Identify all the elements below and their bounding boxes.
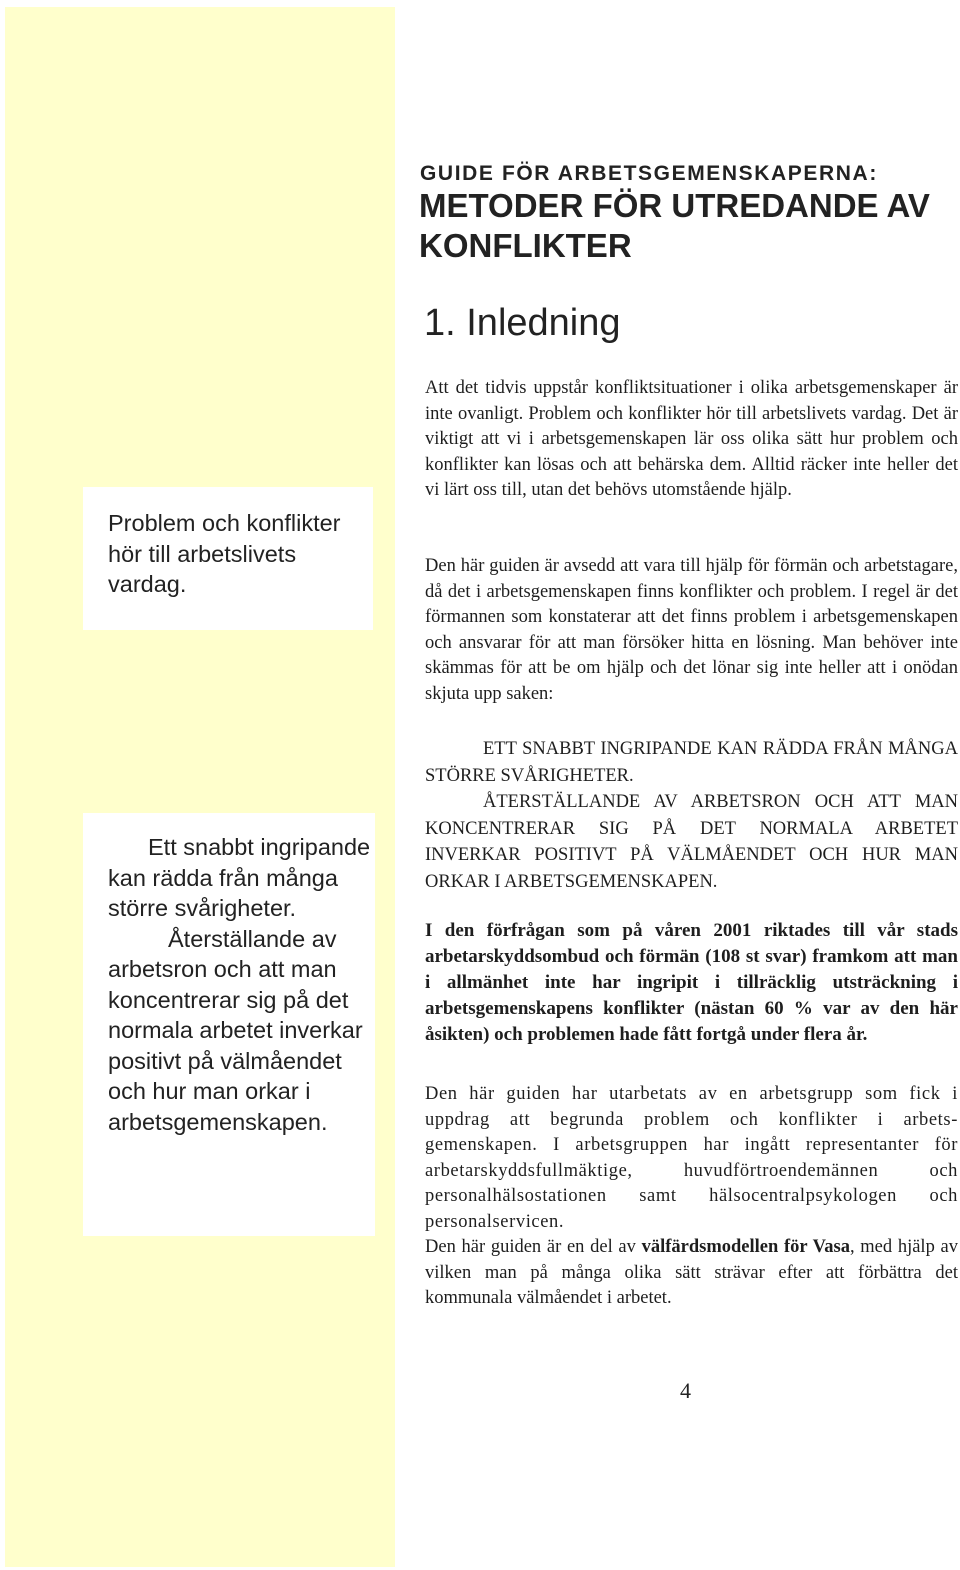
sidebar-band xyxy=(5,7,395,1567)
paragraph-working-group: Den här guiden har utarbetats av en arbetsgrupp som fick i uppdrag att begrunda problem och konflikter i arbets-gemenskapen. I arbetsgruppen har ingått representanter för arbetarskyddsfullmäktige, huvudförtroendemännen och personalhälsostationen samt hälsocentralpsykologen och personalservicen. xyxy=(425,1084,958,1232)
uppercase-statement-1: ETT SNABBT INGRIPANDE KAN RÄDDA FRÅN MÅNGA STÖRRE SVÅRIGHETER. xyxy=(425,739,958,786)
paragraph-intro: Att det tidvis uppstår konfliktsituationer i olika arbetsgemenskaper är inte ovanligt. Problem och konflikter hör till arbetslivets vardag. Det är viktigt att vi i arbetsgemenskapen lär oss olika sätt hur problem och konflikter kan lösas och att behärska dem. Alltid räcker inte heller det vi lärt oss till, utan det behövs utomstående hjälp. xyxy=(425,378,958,500)
survey-findings-paragraph: I den förfrågan som på våren 2001 riktades till vår stads arbetarskyddsombud och förmän (108 st svar) framkom att man i allmänhet inte har ingripit i tillräcklig utsträckning i arbetsgemenskapens konflikter (nästan 60 % var av den här åsikten) och problemen hade fått fortgå under flera år. xyxy=(425,920,958,1045)
page-number: 4 xyxy=(680,1378,691,1403)
pull-quote-vardag xyxy=(83,487,373,630)
paragraph-welfare-model: Den här guiden är en del av välfärdsmodellen för Vasa, med hjälp av vilken man på många olika sätt strävar efter att förbättra det kommunala välmåendet i arbetet. xyxy=(425,1237,958,1308)
uppercase-statements xyxy=(425,736,958,895)
pull-quote-ingripande xyxy=(83,813,375,1236)
welfare-model-name: välfärdsmodellen för Vasa xyxy=(641,1237,850,1257)
pull-quote-text-2: Återställande av arbetsron och att man koncentrerar sig på det normala arbetet inverkar positivt på välmåendet och hur man orkar i arbetsgemenskapen. xyxy=(108,925,363,1135)
page-title: METODER FÖR UTREDANDE AV KONFLIKTER xyxy=(419,187,930,264)
section-heading: 1. Inledning xyxy=(424,302,621,344)
uppercase-statement-2: ÅTERSTÄLLANDE AV ARBETSRON OCH ATT MAN KONCENTRERAR SIG PÅ DET NORMALA ARBETET INVERKAR POSITIVT PÅ VÄLMÅENDET OCH HUR MAN ORKAR I ARBETSGEMENSKAPEN. xyxy=(425,792,958,892)
pull-quote-text: Problem och konflikter hör till arbetslivets vardag. xyxy=(108,510,341,597)
guide-kicker: GUIDE FÖR ARBETSGEMENSKAPERNA: xyxy=(420,162,878,185)
pull-quote-text-1: Ett snabbt ingripande kan rädda från många större svårigheter. xyxy=(108,834,371,921)
paragraph-purpose: Den här guiden är avsedd att vara till hjälp för förmän och arbetstagare, då det i arbetsgemenskapen finns konflikter och problem. I regel är det förmannen som konstaterar att det finns problem i arbetsgemenskapen och ansvarar för att man försöker hitta en lösning. Man behöver inte skämmas för att be om hjälp och det lönar sig inte heller att i onödan skjuta upp saken: xyxy=(425,556,958,704)
